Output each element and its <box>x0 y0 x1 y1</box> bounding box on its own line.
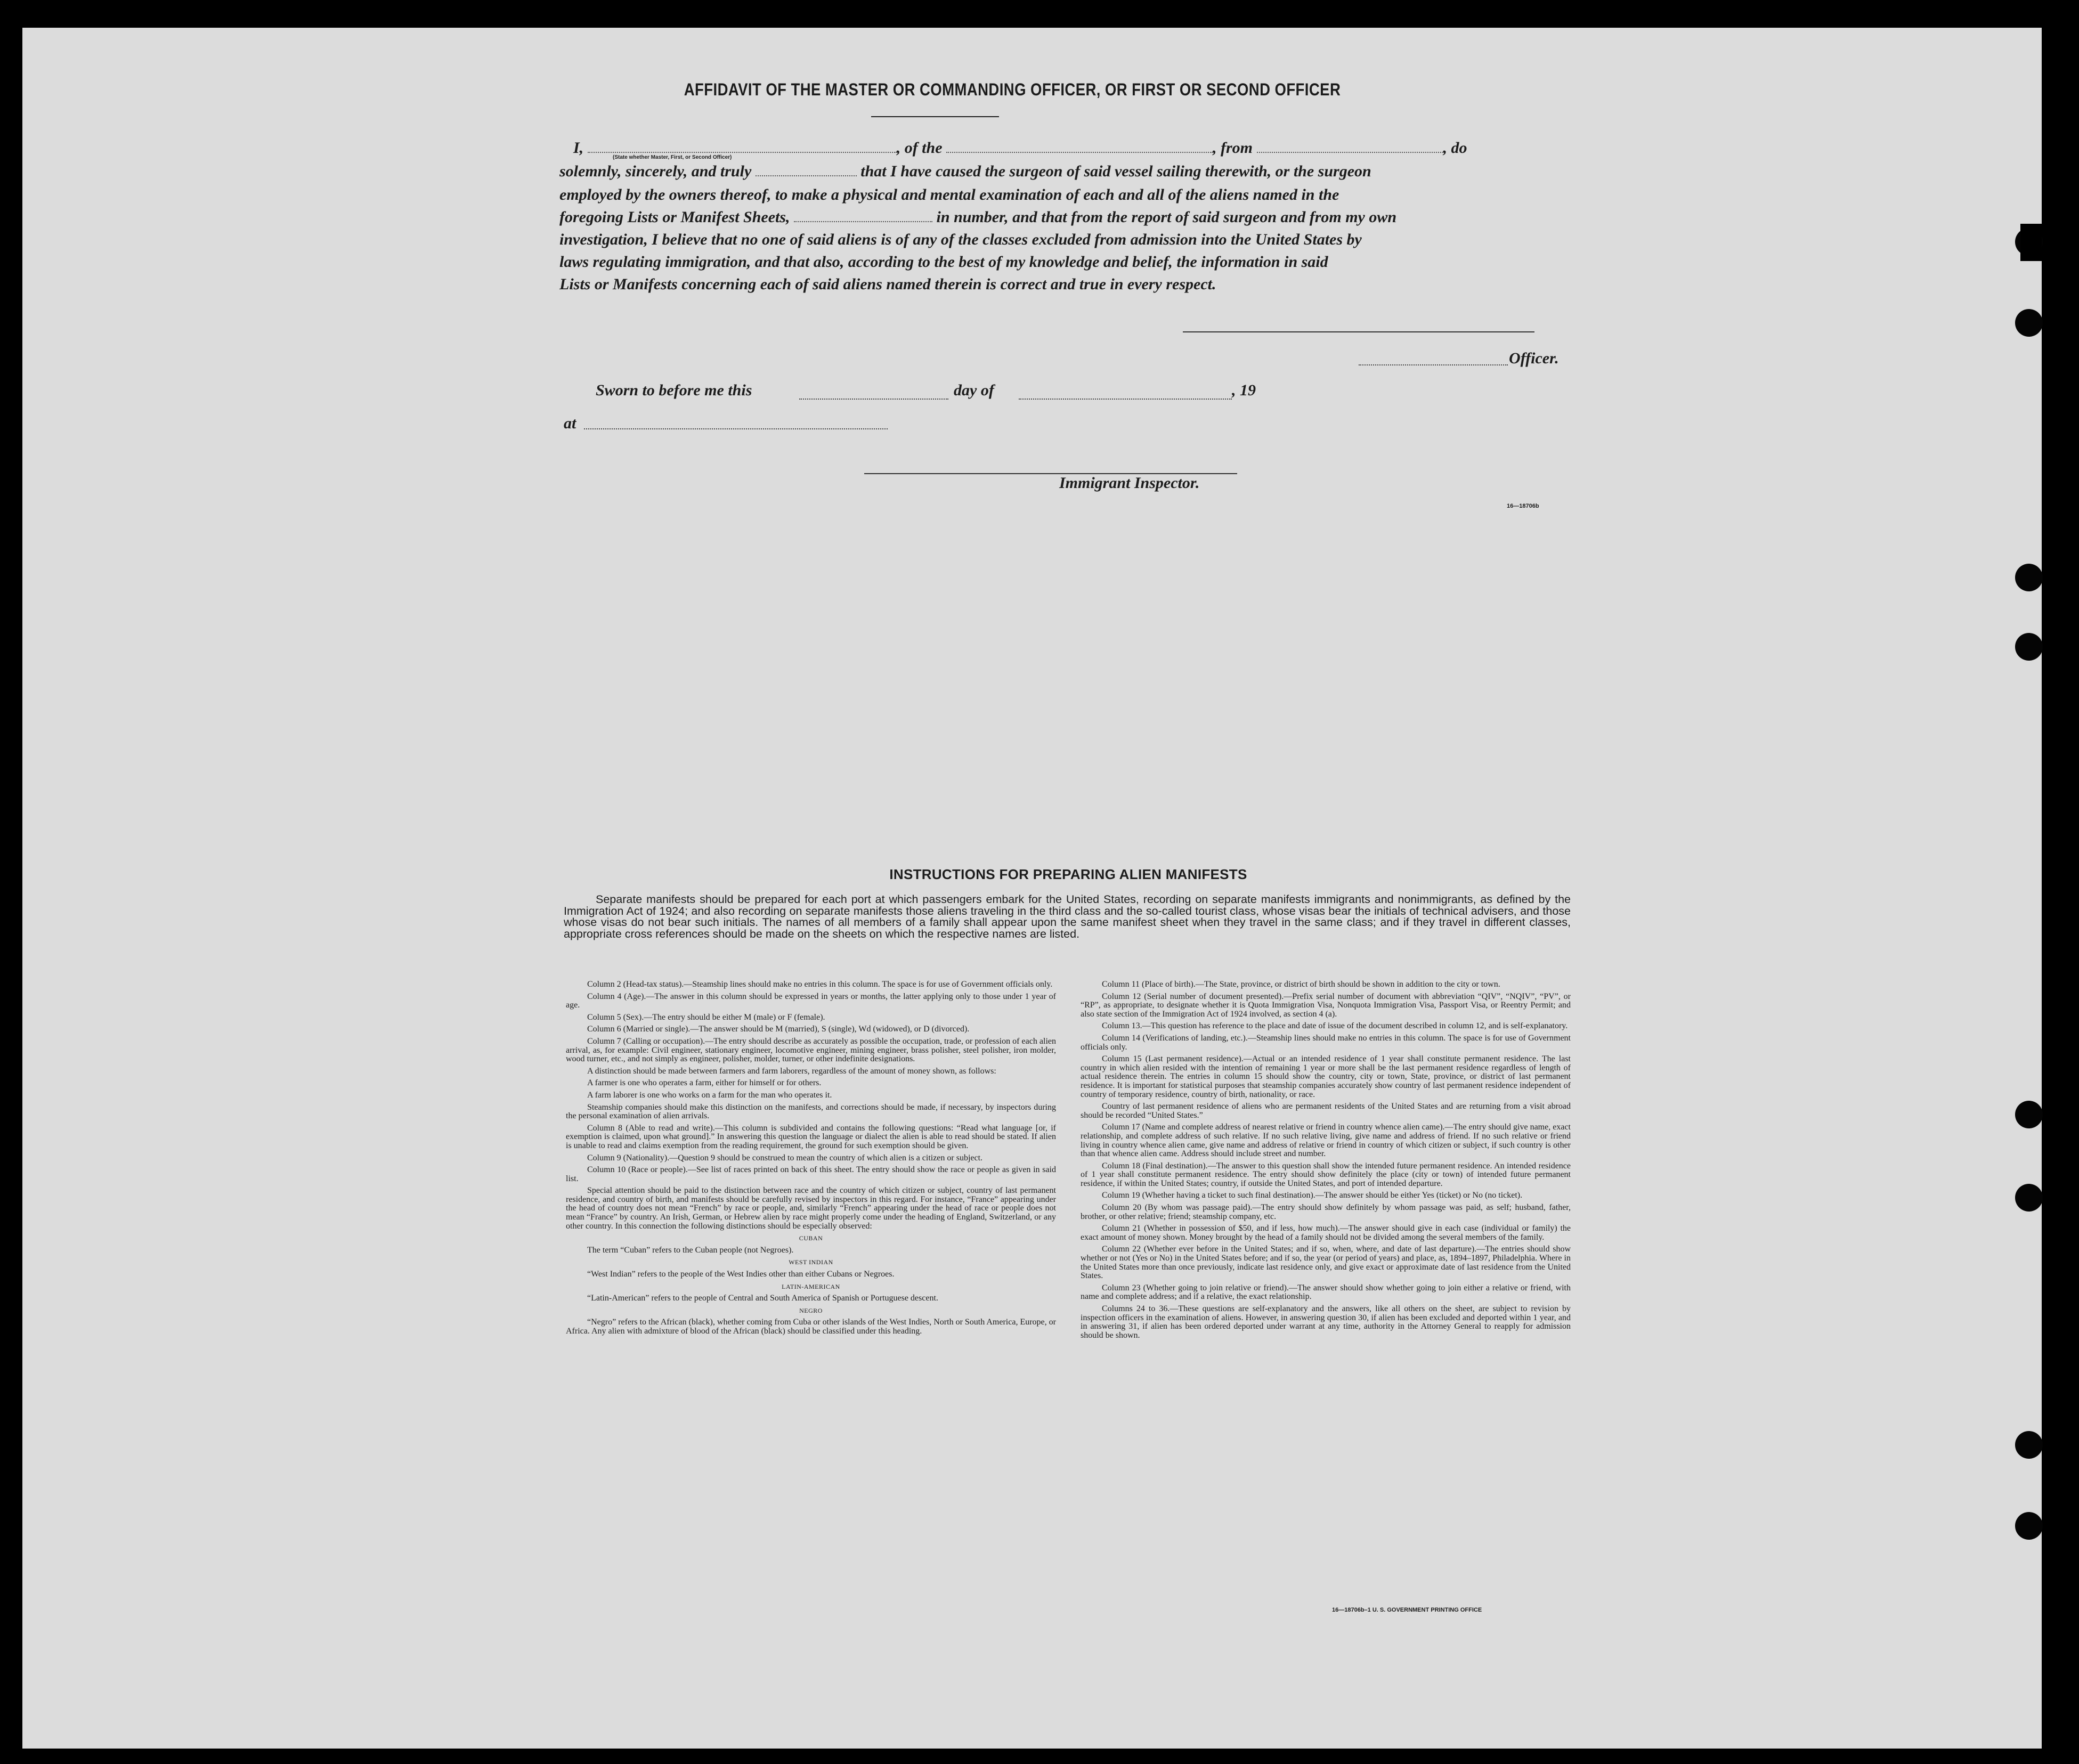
edge-tear <box>2020 224 2042 261</box>
line2-start: solemnly, sincerely, and truly <box>559 162 752 180</box>
title-rule <box>871 116 999 117</box>
affidavit-line-7: Lists or Manifests concerning each of said aliens named therein is correct and true in every respect. <box>559 275 1216 293</box>
instructions-title: INSTRUCTIONS FOR PREPARING ALIEN MANIFESTS <box>889 866 1247 882</box>
instruction-paragraph: Country of last permanent residence of aliens who are permanent residents of the United States and are returning from a visit abroad should be recorded “United States.” <box>1081 1102 1571 1120</box>
affidavit-i: I, <box>573 139 584 157</box>
instruction-paragraph: Columns 24 to 36.—These questions are self-explanatory and the answers, like all others on the sheet, are subject to revision by inspection officers in the examination of aliens. However, in answering question 30, if alien has been excluded and deported within 1 year, and in answering 31, if alien has been ordered deported under warrant at any time, authority in the Attorney General to reapply for admission should be shown. <box>1081 1304 1571 1340</box>
instruction-paragraph: Column 6 (Married or single).—The answer should be M (married), S (single), Wd (widowed), or D (divorced). <box>587 1025 970 1034</box>
instruction-paragraph: Column 14 (Verifications of landing, etc.).—Steamship lines should make no entries in this column. The space is for use of Government officials only. <box>1081 1033 1571 1052</box>
year-label: , 19 <box>1232 381 1256 399</box>
rank-note: (State whether Master, First, or Second Officer) <box>613 155 732 160</box>
instruction-paragraph: Column 17 (Name and complete address of nearest relative or friend in country whence alien came).—The entry should give name, exact relationship, and complete address of such relative. If no such relative living, give name and address of friend. If no such relative or friend living in country whence alien came, give name and address of relative or friend in country of which citizen or subject, if such country is other than that whence alien came. Address should include street and number. <box>1081 1123 1571 1159</box>
sworn-place-field[interactable] <box>584 428 888 429</box>
day-of-label: day of <box>954 381 994 399</box>
instruction-paragraph: Column 10 (Race or people).—See list of races printed on back of this sheet. The entry should show the race or people as given in said list. <box>566 1165 1056 1183</box>
instruction-paragraph: Column 15 (Last permanent residence).—Actual or an intended residence of 1 year shall constitute permanent residence. The last country in which alien resided with the intention of remaining 1 year or more shall be the last permanent residence regardless of length of actual residence therein. The entries in column 15 should show the country, city or town, State, province, or district of last permanent residence. It is important for statistical purposes that steamship companies accurately show country of last permanent residence independent of country of temporary residence, country of birth, nationality, or race. <box>1081 1054 1571 1099</box>
officer-title-line[interactable] <box>1359 364 1508 365</box>
instruction-paragraph: Column 4 (Age).—The answer in this column should be expressed in years or months, the latter applying only to those under 1 year of age. <box>566 991 1056 1010</box>
sworn-label: Sworn to before me this <box>596 381 752 399</box>
inspector-label: Immigrant Inspector. <box>1059 474 1200 492</box>
instruction-paragraph: Column 12 (Serial number of document presented).—Prefix serial number of document with abbreviation “QIV”, “NQIV”, “PV”, or “RP”, as appropriate, to designate whether it is Quota Immigration Visa, Nonquota Immigration Visa, Passport Visa, or Reentry Permit; and also state section of the Immigration Act of 1924 involved, as section 4 (a). <box>1081 991 1571 1019</box>
instruction-paragraph: Column 2 (Head-tax status).—Steamship lines should make no entries in this column. The space is for use of Government officials only. <box>587 980 1053 989</box>
affidavit-from: , from <box>1213 139 1253 157</box>
affidavit-title: AFFIDAVIT OF THE MASTER OR COMMANDING OFFICER, OR FIRST OR SECOND OFFICER <box>684 80 1341 99</box>
affidavit-form-number: 16—18706b <box>1507 503 1539 509</box>
officer-label: Officer. <box>1509 349 1559 367</box>
punch-hole <box>2015 1101 2043 1128</box>
instruction-paragraph: Column 8 (Able to read and write).—This column is subdivided and contains the following questions: “Read what language [or, if exemption is claimed, upon what ground].” In answering this question the language or dialect the alien is able to read should be stated. If alien is unable to read and claims exemption from the reading requirement, the ground for such exemption should be given. <box>566 1123 1056 1150</box>
bleed-through-text <box>1951 107 1960 149</box>
punch-hole <box>2015 1431 2043 1459</box>
instruction-paragraph: Steamship companies should make this distinction on the manifests, and corrections should be made, if necessary, by inspectors during the personal examination of alien arrivals. <box>566 1102 1056 1121</box>
line4-start: foregoing Lists or Manifest Sheets, <box>559 208 790 226</box>
latin-american-heading: LATIN-AMERICAN <box>782 1282 840 1290</box>
punch-hole <box>2015 564 2043 591</box>
sworn-month-field[interactable] <box>1019 399 1232 400</box>
instructions-left-column <box>566 980 1056 1339</box>
punch-hole <box>2015 1512 2043 1540</box>
oath-field[interactable] <box>756 161 857 176</box>
instruction-paragraph: Column 18 (Final destination).—The answer to this question shall show the intended future permanent residence. An intended residence of 1 year shall constitute permanent residence. The entry should show definitely the place (city or town) of intended future permanent residence, if within the United States; country, if outside the United States, and port of intended departure. <box>1081 1161 1571 1188</box>
instruction-paragraph: Column 13.—This question has reference to the place and date of issue of the document described in column 12, and is self-explanatory. <box>1102 1021 1568 1031</box>
affidavit-line-4 <box>559 206 1577 229</box>
cuban-definition: The term “Cuban” refers to the Cuban people (not Negroes). <box>587 1245 794 1255</box>
instruction-paragraph: Column 22 (Whether ever before in the United States; and if so, when, where, and date of last departure).—The entries should show whether or not (Yes or No) in the United States before; and if so, the year (or period of years) and place, as, 1894–1897, Philadelphia. Where in the United States more than once previously, indicate last residence only, and give exact or approximate date of last residence from the United States. <box>1081 1245 1571 1281</box>
latin-american-definition: “Latin-American” refers to the people of Central and South America of Spanish or Portuguese descent. <box>587 1294 938 1303</box>
instruction-paragraph: Column 19 (Whether having a ticket to such final destination).—The answer should be either Yes (ticket) or No (no ticket). <box>1102 1191 1523 1200</box>
officer-rank-field[interactable] <box>588 138 897 153</box>
instruction-paragraph: A distinction should be made between farmers and farm laborers, regardless of the amount of money shown, as follows: <box>587 1066 996 1076</box>
instructions-footer: 16—18706b–1 U. S. GOVERNMENT PRINTING OFFICE <box>1332 1607 1482 1613</box>
instruction-paragraph: A farm laborer is one who works on a farm for the man who operates it. <box>587 1090 832 1100</box>
instruction-paragraph: Special attention should be paid to the distinction between race and the country of which citizen or subject, country of last permanent residence, and country of birth, and manifests should be carefully revised by inspectors in this regard. For instance, “France” appearing under the head of country does not mean “French” by race or people, and, similarly “French” appearing under the head of race or people does not mean “France” by country. An Irish, German, or Hebrew alien by race might properly come under the heading of England, Switzerland, or any other country. In this connection the following distinctions should be especially observed: <box>566 1186 1056 1231</box>
instruction-paragraph: Column 9 (Nationality).—Question 9 should be construed to mean the country of which alien is a citizen or subject. <box>587 1153 983 1163</box>
west-indian-definition: “West Indian” refers to the people of the West Indies other than either Cubans or Negroes. <box>587 1270 895 1279</box>
affidavit-line-3: employed by the owners thereof, to make a physical and mental examination of each and all of the aliens named in the <box>559 186 1339 204</box>
instructions-intro: Separate manifests should be prepared for each port at which passengers embark for the United States, recording on separate manifests immigrants and nonimmigrants, as defined by the Immigration Act of 1924; and also recording on separate manifests those aliens traveling in the third class and the so-called tourist class, whose visas bear the initials of technical advisers, and those whose visas do not bear such initials. The names of all members of a family shall appear upon the same manifest sheet when they travel in the same class; and if they travel in different classes, appropriate cross references should be made on the sheets on which the respective names are listed. <box>564 893 1571 940</box>
instructions-right-column <box>1081 980 1571 1343</box>
negro-definition: “Negro” refers to the African (black), whether coming from Cuba or other islands of the West Indies, North or South America, Europe, or Africa. Any alien with admixture of blood of the African (black) should be classified under this heading. <box>566 1318 1056 1336</box>
officer-signature-line[interactable] <box>1183 331 1534 332</box>
instruction-paragraph: Column 11 (Place of birth).—The State, province, or district of birth should be shown in addition to the city or town. <box>1102 980 1500 989</box>
negro-heading: NEGRO <box>799 1306 823 1314</box>
affidavit-line-5: investigation, I believe that no one of said aliens is of any of the classes excluded from admission into the United States by <box>559 231 1362 248</box>
port-from-field[interactable] <box>1257 138 1443 153</box>
punch-hole <box>2015 1184 2043 1212</box>
instruction-paragraph: Column 20 (By whom was passage paid).—The entry should show definitely by whom passage was paid, as self; husband, father, brother, or other relative; friend; steamship company, etc. <box>1081 1203 1571 1221</box>
instruction-paragraph: Column 23 (Whether going to join relative or friend).—The answer should show whether going to join either a relative or friend, with name and complete address; and if a relative, the exact relationship. <box>1081 1283 1571 1302</box>
affidavit-line-6: laws regulating immigration, and that also, according to the best of my knowledge and belief, the information in said <box>559 253 1328 271</box>
sheets-number-field[interactable] <box>794 207 932 222</box>
affidavit-do: , do <box>1443 139 1467 157</box>
at-label: at <box>564 414 576 432</box>
instruction-paragraph: A farmer is one who operates a farm, either for himself or for others. <box>587 1078 822 1088</box>
instruction-paragraph: Column 5 (Sex).—The entry should be either M (male) or F (female). <box>587 1012 825 1022</box>
instruction-paragraph: Column 7 (Calling or occupation).—The entry should describe as accurately as possible the occupation, trade, or profession of each alien arrival, as, for example: Civil engineer, stationary engineer, locomotive engineer, mining engineer, brass polisher, steel polisher, iron molder, wood turner, etc., and not simply as engineer, polisher, molder, turner, or other indefinite designations. <box>566 1036 1056 1064</box>
sworn-day-field[interactable] <box>799 399 948 400</box>
vessel-name-field[interactable] <box>946 138 1213 153</box>
punch-hole <box>2015 309 2043 337</box>
punch-hole <box>2015 633 2043 661</box>
line2-rest: that I have caused the surgeon of said vessel sailing therewith, or the surgeon <box>860 162 1371 180</box>
affidavit-line-2 <box>559 160 1577 183</box>
affidavit-of-the: , of the <box>896 139 943 157</box>
instruction-paragraph: Column 21 (Whether in possession of $50, and if less, how much).—The answer should give in each case (individual or family) the exact amount of money shown. Money brought by the head of a family should not be divided among the several members of the family. <box>1081 1224 1571 1242</box>
west-indian-heading: WEST INDIAN <box>789 1258 833 1266</box>
cuban-heading: CUBAN <box>799 1234 823 1242</box>
line4-rest: in number, and that from the report of said surgeon and from my own <box>936 208 1397 226</box>
